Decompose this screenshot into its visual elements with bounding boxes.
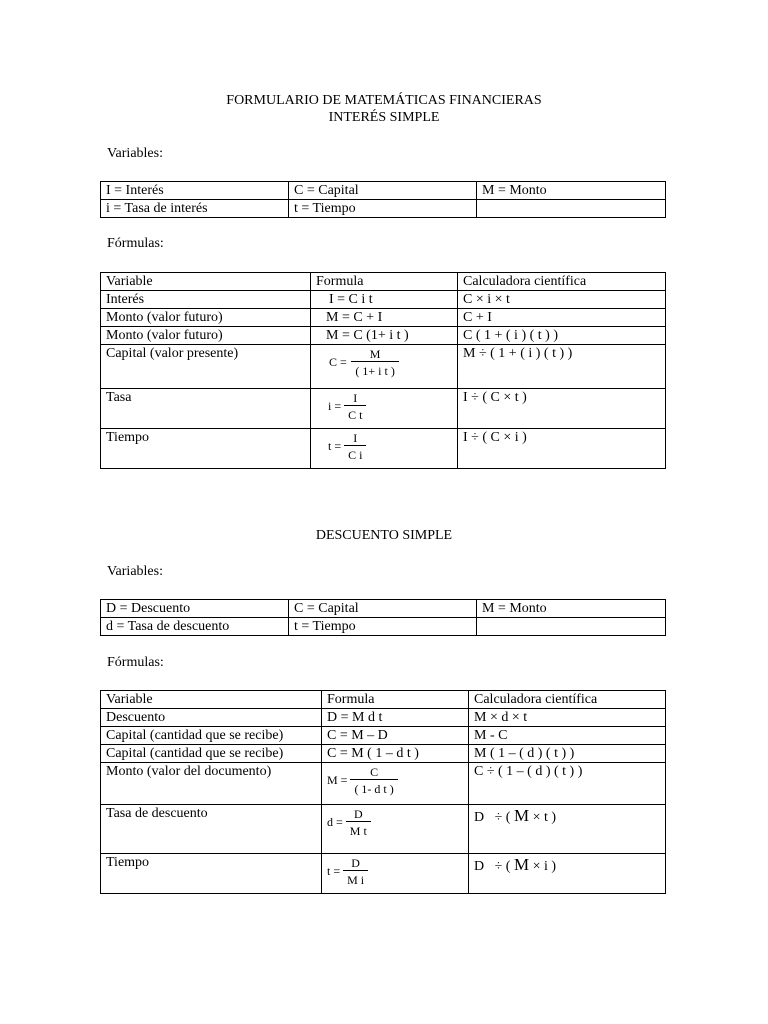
variable-def: C = Capital bbox=[289, 182, 477, 200]
calculator-cell: C × i × t bbox=[458, 291, 666, 309]
denominator: M t bbox=[346, 821, 371, 838]
formula-cell: C = M ( 1 – d t ) bbox=[322, 745, 469, 763]
variable-def: M = Monto bbox=[477, 182, 666, 200]
variable-cell: Tasa de descuento bbox=[101, 805, 322, 854]
formula-cell: M = C (1+ i t ) bbox=[311, 327, 458, 345]
document-title: FORMULARIO DE MATEMÁTICAS FINANCIERAS bbox=[226, 93, 542, 108]
calculator-cell: I ÷ ( C × i ) bbox=[458, 429, 666, 469]
variable-cell: Tiempo bbox=[101, 429, 311, 469]
numerator: I bbox=[353, 391, 358, 405]
denominator: M i bbox=[343, 870, 368, 887]
fraction-formula bbox=[328, 391, 366, 422]
table-row bbox=[101, 763, 666, 805]
table-row bbox=[101, 309, 666, 327]
formulas-table-descuento bbox=[100, 690, 666, 894]
calculator-cell: M × d × t bbox=[469, 709, 666, 727]
formulas-table-interes bbox=[100, 272, 666, 469]
variables-label: Variables: bbox=[107, 146, 163, 161]
denominator: ( 1- d t ) bbox=[350, 779, 397, 796]
variable-def bbox=[477, 618, 666, 636]
calculator-cell: M - C bbox=[469, 727, 666, 745]
calculator-cell: C ÷ ( 1 – ( d ) ( t ) ) bbox=[469, 763, 666, 805]
fraction-formula bbox=[327, 807, 371, 838]
variable-cell: Interés bbox=[101, 291, 311, 309]
calculator-cell bbox=[469, 854, 666, 894]
variable-def: I = Interés bbox=[101, 182, 289, 200]
formula-cell: C = M – D bbox=[322, 727, 469, 745]
formula-cell bbox=[311, 389, 458, 429]
table-row bbox=[101, 345, 666, 389]
formula-lhs: t = bbox=[327, 864, 341, 878]
calculator-cell: M ÷ ( 1 + ( i ) ( t ) ) bbox=[458, 345, 666, 389]
calc-part: D ÷ ( bbox=[474, 810, 514, 825]
column-header: Calculadora científica bbox=[469, 691, 666, 709]
formula-cell bbox=[322, 854, 469, 894]
table-header-row bbox=[101, 273, 666, 291]
formula-lhs: M = bbox=[327, 773, 348, 787]
variable-def: M = Monto bbox=[477, 600, 666, 618]
calc-part: × t ) bbox=[529, 810, 557, 825]
variable-cell: Tiempo bbox=[101, 854, 322, 894]
variable-def: C = Capital bbox=[289, 600, 477, 618]
formulas-label: Fórmulas: bbox=[107, 655, 164, 670]
formula-lhs: C = bbox=[329, 355, 347, 369]
calculator-cell: C ( 1 + ( i ) ( t ) ) bbox=[458, 327, 666, 345]
denominator: ( 1+ i t ) bbox=[351, 361, 398, 378]
fraction-formula bbox=[328, 431, 366, 462]
variable-def: D = Descuento bbox=[101, 600, 289, 618]
formula-lhs: d = bbox=[327, 815, 343, 829]
column-header: Variable bbox=[101, 691, 322, 709]
formula-cell bbox=[322, 805, 469, 854]
formula-cell bbox=[322, 763, 469, 805]
table-row bbox=[101, 429, 666, 469]
denominator: C t bbox=[344, 405, 366, 422]
calc-part: D ÷ ( bbox=[474, 859, 514, 874]
table-row bbox=[101, 389, 666, 429]
formula-cell: I = C i t bbox=[311, 291, 458, 309]
table-row bbox=[101, 291, 666, 309]
numerator: D bbox=[351, 856, 360, 870]
variable-def: d = Tasa de descuento bbox=[101, 618, 289, 636]
formula-cell bbox=[311, 345, 458, 389]
fraction-formula bbox=[327, 765, 398, 796]
formulas-label: Fórmulas: bbox=[107, 236, 164, 251]
fraction-formula bbox=[327, 856, 368, 887]
calculator-cell: I ÷ ( C × t ) bbox=[458, 389, 666, 429]
calc-part: M bbox=[513, 855, 530, 874]
variable-def: i = Tasa de interés bbox=[101, 200, 289, 218]
variable-cell: Capital (cantidad que se recibe) bbox=[101, 727, 322, 745]
variable-cell: Descuento bbox=[101, 709, 322, 727]
variable-def bbox=[477, 200, 666, 218]
table-row bbox=[101, 745, 666, 763]
variable-cell: Capital (cantidad que se recibe) bbox=[101, 745, 322, 763]
formula-lhs: t = bbox=[328, 439, 342, 453]
table-row bbox=[101, 709, 666, 727]
variable-cell: Tasa bbox=[101, 389, 311, 429]
variable-cell: Monto (valor del documento) bbox=[101, 763, 322, 805]
variable-cell: Monto (valor futuro) bbox=[101, 309, 311, 327]
numerator: D bbox=[353, 807, 363, 821]
column-header: Formula bbox=[311, 273, 458, 291]
variables-table-interes bbox=[100, 181, 666, 218]
variable-cell: Monto (valor futuro) bbox=[101, 327, 311, 345]
numerator: M bbox=[369, 347, 381, 361]
table-row bbox=[101, 727, 666, 745]
fraction-formula bbox=[329, 347, 400, 378]
numerator: I bbox=[353, 431, 358, 445]
calculator-cell bbox=[469, 805, 666, 854]
variables-table-descuento bbox=[100, 599, 666, 636]
variable-def: t = Tiempo bbox=[289, 618, 477, 636]
calc-part: × i ) bbox=[529, 859, 557, 874]
formula-lhs: i = bbox=[328, 399, 342, 413]
column-header: Variable bbox=[101, 273, 311, 291]
column-header: Calculadora científica bbox=[458, 273, 666, 291]
calculator-cell: C + I bbox=[458, 309, 666, 327]
column-header: Formula bbox=[322, 691, 469, 709]
table-header-row bbox=[101, 691, 666, 709]
formula-cell bbox=[311, 429, 458, 469]
table-row bbox=[101, 327, 666, 345]
section-title-interes: INTERÉS SIMPLE bbox=[328, 110, 440, 125]
formula-cell: M = C + I bbox=[311, 309, 458, 327]
variables-label: Variables: bbox=[107, 564, 163, 579]
variable-def: t = Tiempo bbox=[289, 200, 477, 218]
numerator: C bbox=[370, 765, 379, 779]
calculator-cell: M ( 1 – ( d ) ( t ) ) bbox=[469, 745, 666, 763]
calc-part: M bbox=[513, 806, 530, 825]
formula-cell: D = M d t bbox=[322, 709, 469, 727]
section-title-descuento: DESCUENTO SIMPLE bbox=[315, 528, 453, 543]
table-row bbox=[101, 805, 666, 854]
denominator: C i bbox=[344, 445, 366, 462]
table-row bbox=[101, 854, 666, 894]
variable-cell: Capital (valor presente) bbox=[101, 345, 311, 389]
